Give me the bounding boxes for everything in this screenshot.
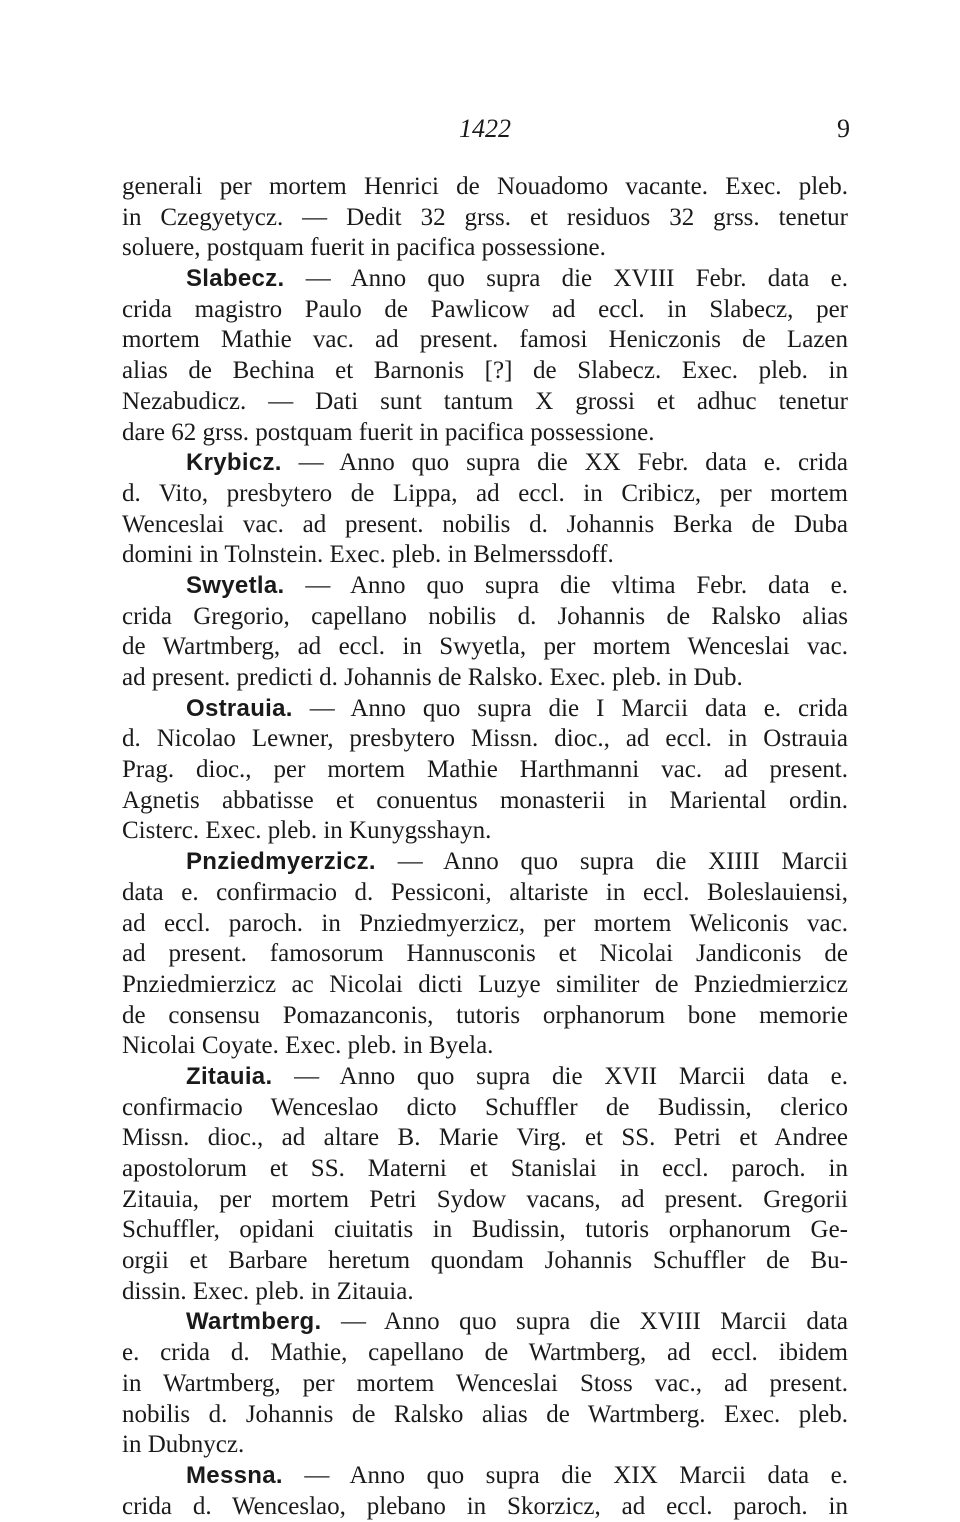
place-name: Wartmberg.: [186, 1308, 322, 1336]
line-text: alias de Bechina et Barnonis [?] de Slabecz. Exec. pleb. in: [122, 357, 848, 385]
line-text: e. crida d. Mathie, capellano de Wartmberg, ad eccl. ibidem: [122, 1339, 848, 1367]
line-text: Prag. dioc., per mortem Mathie Harthmanni vac. ad present.: [122, 756, 848, 784]
line-text: in Czegyetycz. — Dedit 32 grss. et residuos 32 grss. tenetur: [122, 203, 848, 231]
running-head-year: 1422: [459, 114, 511, 143]
text-line: [122, 816, 848, 847]
text-line: [122, 1400, 848, 1431]
text-line: [122, 1185, 848, 1216]
text-line: [122, 1215, 848, 1246]
text-line: [122, 387, 848, 418]
text-line: [122, 479, 848, 510]
entry-heading-line: [122, 1461, 848, 1492]
place-name: Ostrauia.: [186, 694, 293, 722]
text-line: [122, 540, 848, 571]
line-text: — Anno quo supra die XVIII Febr. data e.: [284, 265, 848, 293]
place-name: Messna.: [186, 1461, 283, 1489]
text-line: [122, 418, 848, 449]
text-line: [122, 233, 848, 264]
entry-heading-line: [122, 694, 848, 725]
text-line: [122, 1492, 848, 1522]
line-text: Cisterc. Exec. pleb. in Kunygsshayn.: [122, 817, 492, 845]
text-line: [122, 970, 848, 1001]
entry-heading-line: [122, 448, 848, 479]
place-name: Krybicz.: [186, 449, 282, 477]
text-line: [122, 295, 848, 326]
text-line: [122, 878, 848, 909]
text-line: [122, 172, 848, 203]
text-line: [122, 909, 848, 940]
line-text: — Anno quo supra die XVIII Marcii data: [321, 1308, 848, 1336]
line-text: — Anno quo supra die I Marcii data e. crida: [292, 694, 848, 722]
text-line: [122, 1369, 848, 1400]
text-line: [122, 786, 848, 817]
line-text: confirmacio Wenceslao dicto Schuffler de Budissin, clerico: [122, 1093, 848, 1121]
line-text: mortem Mathie vac. ad present. famosi Heniczonis de Lazen: [122, 326, 848, 354]
page-number: 9: [837, 114, 850, 143]
line-text: Schuffler, opidani ciuitatis in Budissin, tutoris orphanorum Ge-: [122, 1216, 848, 1244]
line-text: — Anno quo supra die XX Febr. data e. crida: [281, 449, 848, 477]
line-text: ad eccl. paroch. in Pnziedmyerzicz, per mortem Weliconis vac.: [122, 909, 848, 937]
page-header: [120, 114, 850, 148]
text-line: [122, 602, 848, 633]
line-text: Nezabudicz. — Dati sunt tantum X grossi et adhuc tenetur: [122, 387, 848, 415]
line-text: apostolorum et SS. Materni et Stanislai in eccl. paroch. in: [122, 1155, 848, 1182]
line-text: ad present. famosorum Hannusconis et Nicolai Jandiconis de: [122, 940, 848, 968]
text-line: [122, 203, 848, 234]
text-line: [122, 663, 848, 694]
text-line: [122, 1154, 848, 1185]
text-line: [122, 1430, 848, 1461]
text-line: [122, 724, 848, 755]
line-text: d. Nicolao Lewner, presbytero Missn. dioc., ad eccl. in Ostrauia: [122, 725, 848, 753]
line-text: — Anno quo supra die XIIII Marcii: [375, 848, 848, 876]
line-text: data e. confirmacio d. Pessiconi, altariste in eccl. Boleslauiensi,: [122, 878, 848, 906]
line-text: dissin. Exec. pleb. in Zitauia.: [122, 1277, 414, 1305]
text-line: [122, 1338, 848, 1369]
line-text: Pnziedmierzicz ac Nicolai dicti Luzye similiter de Pnziedmierzicz: [122, 970, 848, 998]
place-name: Pnziedmyerzicz.: [186, 848, 376, 876]
text-line: [122, 1093, 848, 1124]
entry-heading-line: [122, 1062, 848, 1093]
line-text: de Wartmberg, ad eccl. in Swyetla, per mortem Wenceslai vac.: [122, 633, 848, 661]
line-text: Agnetis abbatisse et conuentus monasterii in Mariental ordin.: [122, 786, 848, 814]
place-name: Slabecz.: [186, 265, 285, 293]
line-text: ad present. predicti d. Johannis de Ralsko. Exec. pleb. in Dub.: [122, 664, 743, 691]
entry-heading-line: [122, 847, 848, 878]
line-text: nobilis d. Johannis de Ralsko alias de Wartmberg. Exec. pleb.: [122, 1400, 848, 1428]
text-line: [122, 755, 848, 786]
line-text: — Anno quo supra die XIX Marcii data e.: [282, 1461, 848, 1489]
line-text: d. Vito, presbytero de Lippa, ad eccl. in Cribicz, per mortem: [122, 479, 848, 507]
text-line: [122, 510, 848, 541]
text-line: [122, 632, 848, 663]
line-text: — Anno quo supra die XVII Marcii data e.: [272, 1062, 848, 1090]
body-text: [122, 172, 848, 1522]
entry-heading-line: [122, 1307, 848, 1338]
text-line: [122, 1031, 848, 1062]
line-text: crida d. Wenceslao, plebano in Skorzicz, ad eccl. paroch. in: [122, 1492, 848, 1520]
line-text: Wenceslai vac. ad present. nobilis d. Johannis Berka de Duba: [122, 510, 848, 538]
line-text: Missn. dioc., ad altare B. Marie Virg. et SS. Petri et Andree: [122, 1124, 848, 1152]
text-line: [122, 1123, 848, 1154]
line-text: de consensu Pomazanconis, tutoris orphanorum bone memorie: [122, 1001, 848, 1029]
text-line: [122, 356, 848, 387]
line-text: Nicolai Coyate. Exec. pleb. in Byela.: [122, 1032, 494, 1060]
line-text: crida Gregorio, capellano nobilis d. Johannis de Ralsko alias: [122, 602, 848, 630]
line-text: in Dubnycz.: [122, 1431, 245, 1459]
text-line: [122, 939, 848, 970]
line-text: generali per mortem Henrici de Nouadomo vacante. Exec. pleb.: [122, 173, 848, 200]
line-text: in Wartmberg, per mortem Wenceslai Stoss vac., ad present.: [122, 1369, 848, 1397]
place-name: Swyetla.: [186, 571, 285, 599]
text-line: [122, 1001, 848, 1032]
text-line: [122, 1246, 848, 1277]
entry-heading-line: [122, 571, 848, 602]
line-text: domini in Tolnstein. Exec. pleb. in Belmerssdoff.: [122, 541, 614, 569]
line-text: dare 62 grss. postquam fuerit in pacifica possessione.: [122, 418, 655, 446]
line-text: — Anno quo supra die vltima Febr. data e.: [284, 571, 848, 599]
text-line: [122, 325, 848, 356]
line-text: soluere, postquam fuerit in pacifica possessione.: [122, 234, 606, 262]
entry-heading-line: [122, 264, 848, 295]
line-text: crida magistro Paulo de Pawlicow ad eccl. in Slabecz, per: [122, 295, 848, 323]
place-name: Zitauia.: [186, 1062, 273, 1090]
line-text: Zitauia, per mortem Petri Sydow vacans, ad present. Gregorii: [122, 1185, 848, 1213]
text-line: [122, 1277, 848, 1308]
line-text: orgii et Barbare heretum quondam Johannis Schuffler de Bu-: [122, 1247, 848, 1275]
